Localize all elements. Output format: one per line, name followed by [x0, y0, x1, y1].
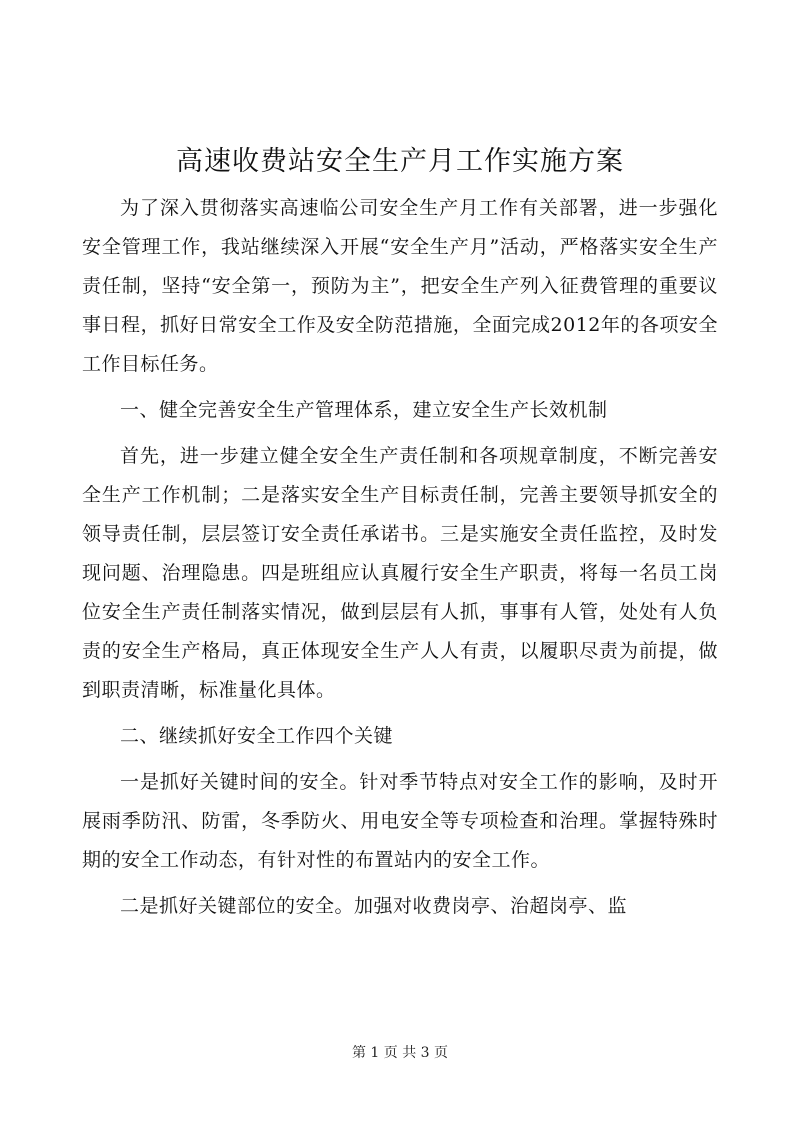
section-1-paragraph: 首先，进一步建立健全安全生产责任制和各项规章制度，不断完善安全生产工作机制；二是落实安全生产目标责任制，完善主要领导抓安全的领导责任制，层层签订安全责任承诺书。三是实施安全责任监控，及时发现问题、治理隐患。四是班组应认真履行安全生产职责，将每一名员工岗位安全生产责任制落实情况，做到层层有人抓，事事有人管，处处有人负责的安全生产格局，真正体现安全生产人人有责，以履职尽责为前提，做到职责清晰，标准量化具体。	[82, 445, 718, 701]
section-2-heading: 二、继续抓好安全工作四个关键	[120, 725, 394, 747]
section-1-heading: 一、健全完善安全生产管理体系，建立安全生产长效机制	[120, 399, 608, 421]
document-body	[82, 189, 718, 926]
page-number-footer: 第 1 页 共 3 页	[351, 1045, 449, 1061]
document-title: 高速收费站安全生产月工作实施方案	[176, 146, 624, 177]
section-2-item-1-paragraph: 一是抓好关键时间的安全。针对季节特点对安全工作的影响，及时开展雨季防汛、防雷，冬季防火、用电安全等专项检查和治理。掌握特殊时期的安全工作动态，有针对性的布置站内的安全工作。	[82, 771, 718, 871]
intro-paragraph: 为了深入贯彻落实高速临公司安全生产月工作有关部署，进一步强化安全管理工作，我站继续深入开展“安全生产月”活动，严格落实安全生产责任制，坚持“安全第一，预防为主”，把安全生产列入征费管理的重要议事日程，抓好日常安全工作及安全防范措施，全面完成2012年的各项安全工作目标任务。	[82, 197, 718, 375]
section-2-item-2-paragraph: 二是抓好关键部位的安全。加强对收费岗亭、治超岗亭、监	[120, 895, 628, 917]
